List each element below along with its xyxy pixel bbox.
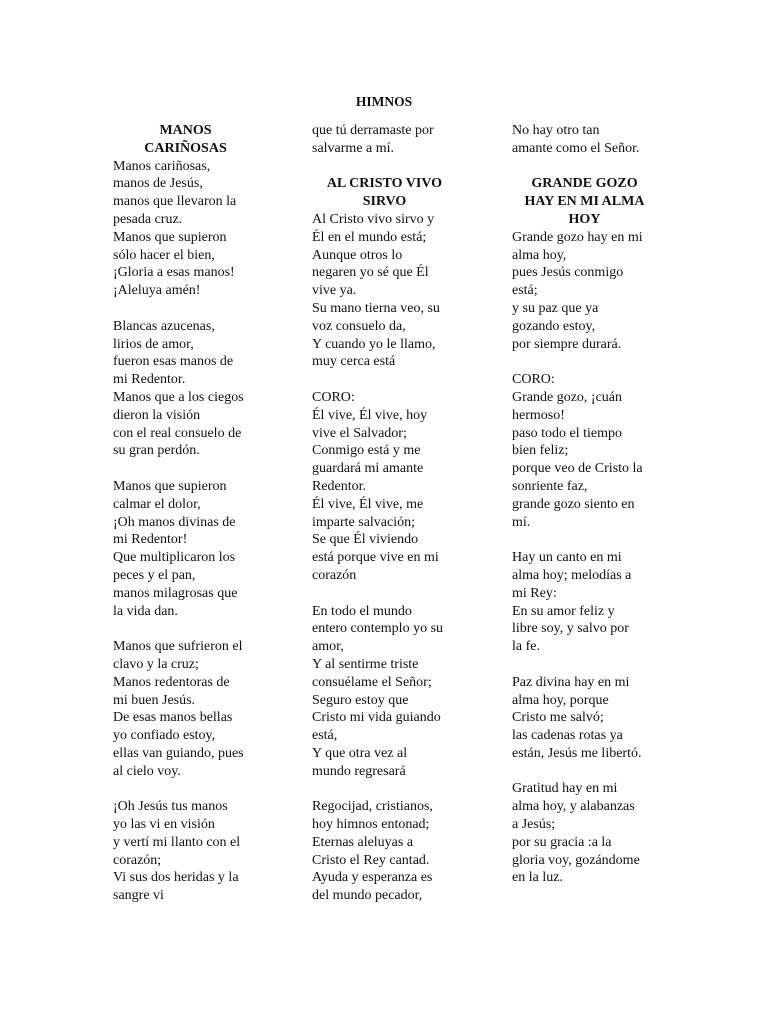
text-line: Cristo el Rey cantad. <box>312 852 430 868</box>
text-line: muy cerca está <box>312 354 396 370</box>
text-line: Él vive, Él vive, me <box>312 496 424 512</box>
text-line: Hay un canto en mi <box>512 550 622 566</box>
text-line: CORO: <box>512 372 555 388</box>
stanza-gap <box>113 780 258 798</box>
text-line: De esas manos bellas <box>113 710 233 726</box>
text-line: vive ya. <box>312 283 357 299</box>
text-line: Manos que supieron <box>113 229 227 245</box>
stanza-gap <box>113 300 258 318</box>
text-line: sonriente faz, <box>512 478 588 494</box>
text-line: porque veo de Cristo la <box>512 461 643 477</box>
text-line: amante como el Señor. <box>512 140 640 156</box>
text-line: vive el Salvador; <box>312 425 407 441</box>
text-line: consuélame el Señor; <box>312 674 432 690</box>
stanza-gap <box>512 353 657 371</box>
text-line: Él en el mundo está; <box>312 229 427 245</box>
text-line: ¡Aleluya amén! <box>113 283 201 299</box>
stanza-gap <box>312 371 457 389</box>
text-line: Conmigo está y me <box>312 443 421 459</box>
stanza-gap <box>113 620 258 638</box>
stanza-gap <box>512 656 657 674</box>
text-line: Seguro estoy que <box>312 692 409 708</box>
stanza-gap <box>312 585 457 603</box>
column-1 <box>113 122 258 905</box>
text-line: peces y el pan, <box>113 567 196 583</box>
text-line: hermoso! <box>512 407 565 423</box>
text-line: a Jesús; <box>512 817 556 833</box>
text-line: GRANDE GOZO <box>531 176 638 192</box>
text-line: libre soy, y salvo por <box>512 621 629 637</box>
text-line: Paz divina hay en mi <box>512 674 630 690</box>
text-line: corazón; <box>113 852 162 868</box>
text-line: manos que llevaron la <box>113 194 237 210</box>
text-line: al cielo voy. <box>113 763 181 779</box>
text-line: las cadenas rotas ya <box>512 728 623 744</box>
column-3 <box>512 122 657 887</box>
stanza-gap <box>512 763 657 781</box>
stanza-gap <box>113 460 258 478</box>
text-line: corazón <box>312 567 357 583</box>
hymn-body-grande-gozo <box>512 229 657 887</box>
text-line: Gratitud hay en mi <box>512 781 618 797</box>
text-line: entero contemplo yo su <box>312 621 444 637</box>
hymn-body-al-cristo-vivo-sirvo <box>312 211 457 905</box>
text-line: Manos que a los ciegos <box>113 389 244 405</box>
text-line: su gran perdón. <box>113 443 200 459</box>
text-line: está; <box>512 283 538 299</box>
hymn-continuation <box>312 122 457 158</box>
text-line: Manos que sufrieron el <box>113 639 243 655</box>
text-line: Grande gozo, ¡cuán <box>512 389 623 405</box>
text-line: Redentor. <box>312 478 367 494</box>
text-line: y su paz que ya <box>512 300 599 316</box>
text-line: calmar el dolor, <box>113 496 201 512</box>
text-line: ¡Oh Jesús tus manos <box>113 799 228 815</box>
text-line: sólo hacer el bien, <box>113 247 215 263</box>
text-line: pesada cruz. <box>113 211 183 227</box>
text-line: ¡Gloria a esas manos! <box>113 265 235 281</box>
hymn-title-al-cristo-vivo-sirvo <box>312 175 457 211</box>
text-line: grande gozo siento en <box>512 496 635 512</box>
text-line: Él vive, Él vive, hoy <box>312 407 428 423</box>
text-line: están, Jesús me libertó. <box>512 745 642 761</box>
text-line: salvarme a mí. <box>312 140 395 156</box>
column-2 <box>312 122 457 905</box>
hymn-title-grande-gozo <box>512 175 657 228</box>
text-line: mi Redentor! <box>113 532 188 548</box>
text-line: por su gracia :a la <box>512 834 612 850</box>
text-line: Vi sus dos heridas y la <box>113 870 239 886</box>
text-line: gloria voy, gozándome <box>512 852 640 868</box>
text-line: Cristo me salvó; <box>512 710 604 726</box>
hymn-body-manos-carinosas <box>113 158 258 905</box>
text-line: alma hoy; melodías a <box>512 567 632 583</box>
text-line: HAY EN MI ALMA <box>524 194 645 210</box>
text-line: del mundo pecador, <box>312 888 423 904</box>
text-line: pues Jesús conmigo <box>512 265 624 281</box>
text-line: mi buen Jesús. <box>113 692 196 708</box>
stanza-gap <box>312 780 457 798</box>
text-line: hoy himnos entonad; <box>312 817 430 833</box>
text-line: En todo el mundo <box>312 603 412 619</box>
text-line: paso todo el tiempo <box>512 425 623 441</box>
text-line: ¡Oh manos divinas de <box>113 514 236 530</box>
text-line: Manos que supieron <box>113 478 227 494</box>
text-line: Aunque otros lo <box>312 247 403 263</box>
text-line: En su amor feliz y <box>512 603 615 619</box>
text-line: Al Cristo vivo sirvo y <box>312 211 435 227</box>
hymn-title-manos-carinosas <box>113 122 258 158</box>
text-line: amor, <box>312 639 344 655</box>
text-line: AL CRISTO VIVO <box>326 176 443 192</box>
text-line: No hay otro tan <box>512 123 600 138</box>
text-line: Regocijad, cristianos, <box>312 799 433 815</box>
hymn-continuation <box>512 122 657 158</box>
text-line: Cristo mi vida guiando <box>312 710 441 726</box>
text-line: Blancas azucenas, <box>113 318 215 334</box>
text-line: CARIÑOSAS <box>144 140 227 156</box>
text-line: mí. <box>512 514 531 530</box>
text-line: Y que otra vez al <box>312 745 408 761</box>
text-line: gozando estoy, <box>512 318 596 334</box>
text-line: Y al sentirme triste <box>312 656 419 672</box>
text-line: ellas van guiando, pues <box>113 745 244 761</box>
text-line: la vida dan. <box>113 603 178 619</box>
text-line: y vertí mi llanto con el <box>113 834 241 850</box>
text-line: yo las vi en visión <box>113 817 215 833</box>
text-line: negaren yo sé que Él <box>312 265 429 281</box>
text-line: mundo regresará <box>312 763 406 779</box>
text-line: Eternas aleluyas a <box>312 834 414 850</box>
text-line: alma hoy, y alabanzas <box>512 799 635 815</box>
text-line: alma hoy, <box>512 247 567 263</box>
text-line: que tú derramaste por <box>312 123 434 138</box>
text-line: HOY <box>568 211 601 227</box>
text-line: mi Rey: <box>512 585 557 601</box>
text-line: Manos cariñosas, <box>113 158 211 174</box>
page-title: HIMNOS <box>355 94 413 109</box>
text-line: la fe. <box>512 639 540 655</box>
text-line: está, <box>312 728 338 744</box>
text-line: yo confiado estoy, <box>113 728 216 744</box>
text-line: está porque vive en mi <box>312 550 439 566</box>
text-line: lirios de amor, <box>113 336 194 352</box>
text-line: Ayuda y esperanza es <box>312 870 433 886</box>
stanza-gap <box>512 531 657 549</box>
text-line: en la luz. <box>512 870 563 886</box>
text-line: mi Redentor. <box>113 372 186 388</box>
text-line: con el real consuelo de <box>113 425 242 441</box>
text-line: fueron esas manos de <box>113 354 234 370</box>
text-line: sangre vi <box>113 888 164 904</box>
text-line: Que multiplicaron los <box>113 550 236 566</box>
text-line: alma hoy, porque <box>512 692 609 708</box>
text-line: por siempre durará. <box>512 336 622 352</box>
text-line: manos milagrosas que <box>113 585 238 601</box>
text-line: CORO: <box>312 389 355 405</box>
text-line: manos de Jesús, <box>113 176 203 192</box>
text-line: guardará mi amante <box>312 461 424 477</box>
text-line: imparte salvación; <box>312 514 416 530</box>
text-line: clavo y la cruz; <box>113 656 199 672</box>
text-line: Se que Él viviendo <box>312 532 419 548</box>
text-line: Su mano tierna veo, su <box>312 300 440 316</box>
text-line: Manos redentoras de <box>113 674 230 690</box>
text-line: dieron la visión <box>113 407 201 423</box>
text-line: Y cuando yo le llamo, <box>312 336 436 352</box>
text-line: bien feliz; <box>512 443 569 459</box>
text-line: Grande gozo hay en mi <box>512 229 643 245</box>
text-line: SIRVO <box>362 194 407 210</box>
text-line: MANOS <box>159 123 212 138</box>
text-line: voz consuelo da, <box>312 318 406 334</box>
